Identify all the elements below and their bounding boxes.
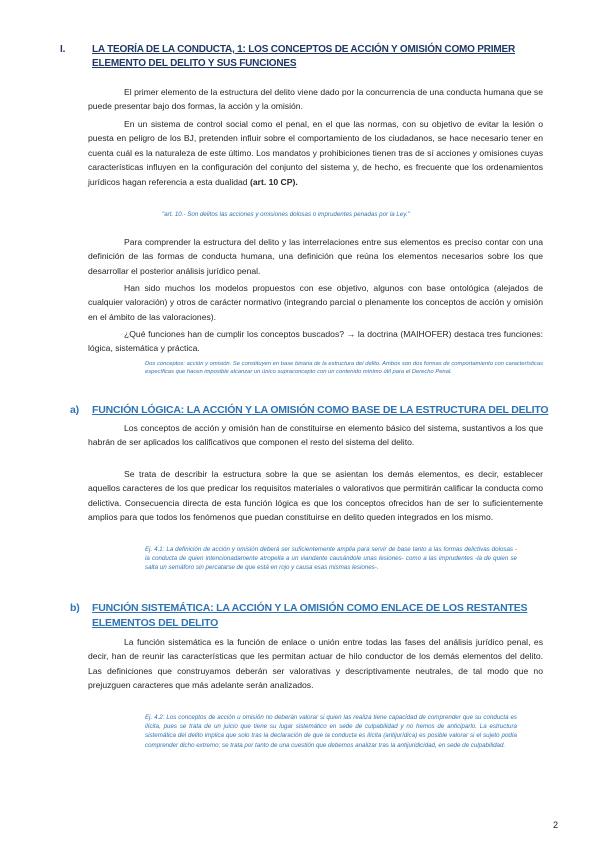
note-example-4-2: Ej. 4.2: Los conceptos de acción u omisión no deberán valorar si quien las realiza tiene capacidad de comprender que su conducta es ilícita, pues se trata de un juicio que tiene su lugar sistemático en sede de culpabilidad y no hemos de anticiparlo. La estructura sistemática del delito implica que solo tras la declaración de que la conducta es ilícita (antijurídica) es posible valorar si el sujeto podía comprender dicho extremo; se trata por tanto de una cuestión que debemos analizar tras la antijuridicidad, en sede de culpabilidad.	[145, 714, 517, 749]
paragraph-structure-2: Han sido muchos los modelos propuestos con ese objetivo, algunos con base ontológica (alejados de cualquier valoración) y otros de carácter normativo (integrando parcial o plenamente los conceptos de acción y omisión en el ámbito de las valoraciones).	[88, 283, 543, 322]
section-title-line1: LA TEORÍA DE LA CONDUCTA, 1: LOS CONCEPTOS DE ACCIÓN Y OMISIÓN COMO PRIMER	[92, 44, 516, 55]
section-title-line2: ELEMENTO DEL DELITO Y SUS FUNCIONES	[92, 58, 297, 69]
section-b-letter: b)	[70, 602, 80, 614]
note-example-4-1: Ej. 4.1: La definición de acción y omisión deberá ser suficientemente amplia para servir de base tanto a las formas delictivas dolosas -la conducta de quien intencionadamente atropella a un viandante causándole unas lesiones- como a las imprudentes -la de quien se salta un semáforo sin percatarse de que está en rojo y causa esas mismas lesiones-.	[145, 546, 517, 572]
paragraph-structure-1: Para comprender la estructura del delito y las interrelaciones entre sus elementos es preciso contar con una definición de las formas de conducta humana, una definición que reúna los elementos necesarios sobre los que desarrollar el posterior análisis jurídico penal.	[88, 237, 543, 276]
paragraph-structure-3: ¿Qué funciones han de cumplir los conceptos buscados? → la doctrina (MAIHOFER) destaca tres funciones: lógica, sistemática y práctica.	[88, 329, 543, 354]
section-number: I.	[60, 44, 66, 55]
note-art-10: "art. 10.- Son delitos las acciones y omisiones dolosas o imprudentes penadas por la Ley."	[162, 211, 410, 218]
section-a-title: FUNCIÓN LÓGICA: LA ACCIÓN Y LA OMISIÓN COMO BASE DE LA ESTRUCTURA DEL DELITO	[92, 404, 549, 416]
paragraph-intro-2: En un sistema de control social como el penal, en el que las normas, con su objetivo de evitar la lesión o puesta en peligro de los BJ, pretenden influir sobre el comportamiento de los ciudadanos, se hace necesario tener en cuenta cuál es la naturaleza de este último. Los mandatos y prohibiciones tienen tras de sí acciones y omisiones cuyas características influyen en la configuración del conjunto del sistema y, de hecho, es frecuente que los ordenamientos jurídicos hagan referencia a esta dualidad (art. 10 CP).	[88, 119, 543, 187]
section-a-letter: a)	[70, 404, 79, 416]
paragraph-a-1: Los conceptos de acción y omisión han de constituirse en elemento básico del sistema, sustantivos a los que habrán de ser aplicados los calificativos que componen el resto del sistema del delito.	[88, 423, 543, 448]
article-reference: (art. 10 CP).	[249, 176, 298, 187]
paragraph-intro-1: El primer elemento de la estructura del delito viene dado por la concurrencia de una conducta humana que se puede presentar bajo dos formas, la acción y la omisión.	[88, 87, 543, 112]
note-concepts: Dos conceptos: acción y omisión. Se constituyen en base binaria de la estructura del delito. Ambos son dos formas de comportamiento con características específicas que hacen imposible alcanzar un único supraconcepto con un contenido mínimo útil para el Derecho Penal.	[145, 361, 543, 375]
section-b-title-line1: FUNCIÓN SISTEMÁTICA: LA ACCIÓN Y LA OMISIÓN COMO ENLACE DE LOS RESTANTES	[92, 602, 528, 614]
paragraph-b-1: La función sistemática es la función de enlace o unión entre todas las fases del análisis jurídico penal, es decir, han de reunir las características que les permitan actuar de hilo conductor de los demás elementos del delito. Las definiciones que construyamos deberán ser valorativas y descriptivamente neutrales, de tal modo que no prejuzguen caracteres que más adelante serán analizados.	[88, 637, 543, 691]
paragraph-a-2: Se trata de describir la estructura sobre la que se asientan los demás elementos, es decir, establecer aquellos caracteres de los que predicar los requisitos materiales o valorativos que permitirán calificar la conducta como delictiva. Consecuencia directa de esta función lógica es que los conceptos ofrecidos han de ser lo suficientemente amplios para que todos los fenómenos que puedan constituirse en delito queden integrados en los mismo.	[88, 469, 543, 523]
section-b-title-line2: ELEMENTOS DEL DELITO	[92, 617, 219, 629]
page-number: 2	[552, 820, 558, 830]
